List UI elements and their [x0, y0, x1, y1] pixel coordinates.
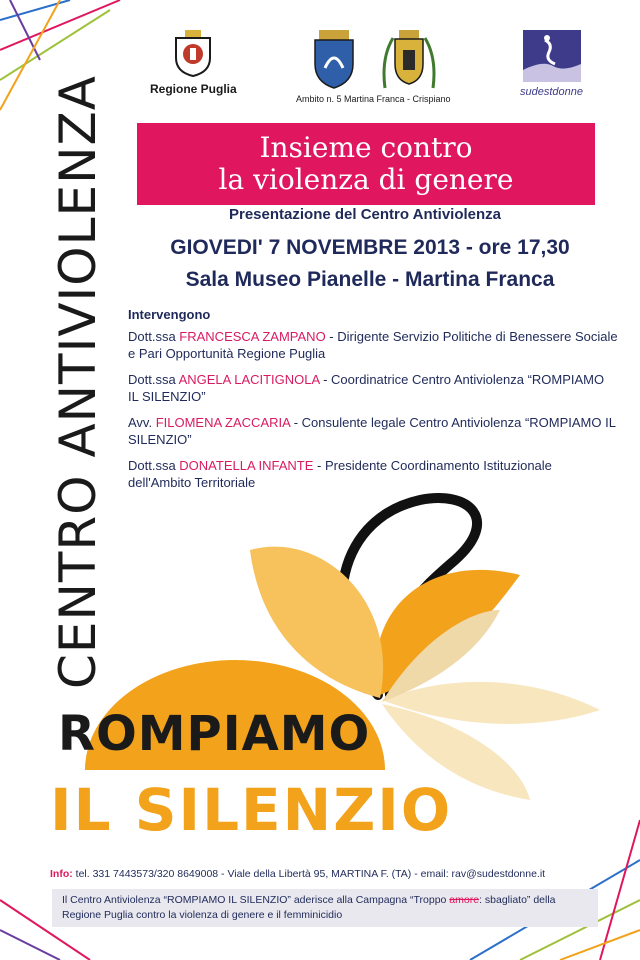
- speaker-role: - Coordinatrice Centro Antiviolenza “ROMPIAMO IL SILENZIO”: [128, 372, 605, 404]
- speaker-role: - Dirigente Servizio Politiche di Benessere Sociale e Pari Opportunità Regione Puglia: [128, 329, 618, 361]
- event-venue: Sala Museo Pianelle - Martina Franca: [185, 268, 555, 291]
- title-banner: [137, 123, 595, 205]
- ambito-caption: Ambito n. 5 Martina Franca - Crispiano: [296, 94, 451, 104]
- speaker-name: FILOMENA ZACCARIA: [155, 415, 291, 430]
- regione-puglia-logo: [150, 28, 237, 96]
- footer-part-1: Il Centro Antiviolenza “ROMPIAMO IL SILENZIO” aderisce alla Campagna “Troppo: [62, 894, 450, 906]
- speakers-list: [128, 307, 618, 500]
- banner-line-1: Insieme contro: [259, 131, 473, 164]
- sudestdonne-caption: sudestdonne: [520, 86, 583, 98]
- speaker-name: FRANCESCA ZAMPANO: [179, 329, 326, 344]
- speaker-role: - Consulente legale Centro Antiviolenza “ROMPIAMO IL SILENZIO”: [128, 415, 616, 447]
- ambito-logo: [296, 28, 451, 104]
- regione-puglia-caption: Regione Puglia: [150, 82, 237, 96]
- vertical-title: CENTRO ANTIVIOLENZA: [49, 75, 107, 689]
- info-text: tel. 331 7443573/320 8649008 - Viale della Libertà 95, MARTINA F. (TA) - email: rav@sudestdonne.it: [72, 868, 546, 880]
- speaker-role: - Presidente Coordinamento Istituzionale dell'Ambito Territoriale: [128, 458, 552, 490]
- sudestdonne-logo: [520, 30, 583, 98]
- speaker-name: ANGELA LACITIGNOLA: [178, 372, 320, 387]
- crispiano-crest-icon: [381, 28, 437, 90]
- speakers-heading: Intervengono: [128, 307, 211, 322]
- speaker-title: Dott.ssa: [128, 372, 179, 387]
- speaker-title: Dott.ssa: [128, 329, 180, 344]
- regione-puglia-crest-icon: [168, 28, 218, 78]
- sudestdonne-mark-icon: [523, 30, 581, 82]
- event-subtitle: Presentazione del Centro Antiviolenza: [229, 206, 501, 223]
- speaker-title: Avv.: [128, 415, 156, 430]
- speaker-name: DONATELLA INFANTE: [179, 458, 314, 473]
- speaker-title: Dott.ssa: [128, 458, 180, 473]
- speaker-item: [128, 328, 618, 362]
- rompiamo-il-silenzio-artwork: [0, 480, 640, 860]
- speaker-item: [128, 414, 618, 448]
- banner-line-2: la violenza di genere: [218, 163, 514, 196]
- info-line: [50, 868, 640, 880]
- speaker-item: [128, 371, 618, 405]
- footer-text: [62, 893, 592, 923]
- event-date: GIOVEDI' 7 NOVEMBRE 2013 - ore 17,30: [170, 236, 570, 259]
- martina-franca-crest-icon: [309, 28, 359, 90]
- footer-struck-word: amore: [449, 894, 480, 906]
- info-label: Info:: [50, 868, 73, 880]
- brand-line-1: ROMPIAMO: [58, 706, 371, 762]
- footer-part-2: : sbagliato” della Regione Puglia contro la violenza di genere e il femminicidio: [62, 894, 556, 921]
- brand-line-2: IL SILENZIO: [50, 776, 453, 844]
